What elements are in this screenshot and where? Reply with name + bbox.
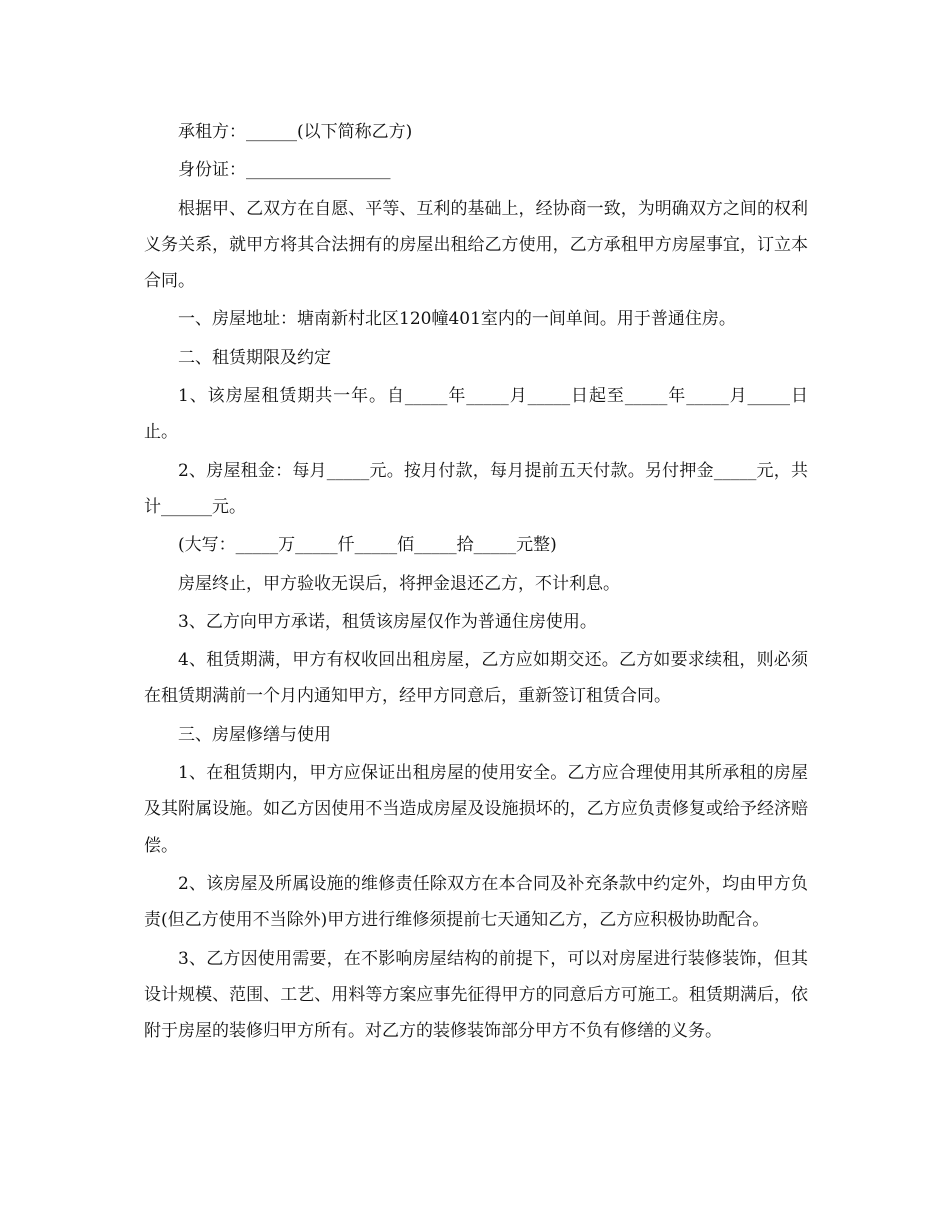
lessee-line: 承租方：______(以下简称乙方) (178, 122, 413, 142)
id-card-line: 身份证：_________________ (178, 160, 391, 181)
clause-2-2-amount-in-words: (大写：_____万_____仟_____佰_____拾_____元整) (178, 535, 557, 556)
document-body (144, 114, 808, 1051)
clause-2-1-term: 1、该房屋租赁期共一年。自_____年_____月_____日起至_____年_____月_____日止。 (144, 386, 808, 443)
clause-2-3-usage: 3、乙方向甲方承诺，租赁该房屋仅作为普通住房使用。 (178, 611, 597, 632)
clause-2-2-rent: 2、房屋租金：每月_____元。按月付款，每月提前五天付款。另付押金_____元，共计______元。 (144, 460, 808, 517)
section-2-heading: 二、租赁期限及约定 (178, 347, 331, 368)
clause-3-3-decoration: 3、乙方因使用需要，在不影响房屋结构的前提下，可以对房屋进行装修装饰，但其设计规模、范围、工艺、用料等方案应事先征得甲方的同意后方可施工。租赁期满后，依附于房屋的装修归甲方所有。对乙方的装修装饰部分甲方不负有修缮的义务。 (144, 948, 808, 1042)
clause-2-4-renewal: 4、租赁期满，甲方有权收回出租房屋，乙方应如期交还。乙方如要求续租，则必须在租赁期满前一个月内通知甲方，经甲方同意后，重新签订租赁合同。 (144, 650, 808, 707)
section-1-address: 一、房屋地址：塘南新村北区120幢401室内的一间单间。用于普通住房。 (178, 309, 736, 330)
preamble-paragraph: 根据甲、乙双方在自愿、平等、互利的基础上，经协商一致，为明确双方之间的权利义务关系，就甲方将其合法拥有的房屋出租给乙方使用，乙方承租甲方房屋事宜，订立本合同。 (144, 198, 808, 292)
deposit-refund-paragraph: 房屋终止，甲方验收无误后，将押金退还乙方，不计利息。 (178, 573, 620, 594)
section-3-heading: 三、房屋修缮与使用 (178, 724, 331, 745)
clause-3-2-maintenance: 2、该房屋及所属设施的维修责任除双方在本合同及补充条款中约定外，均由甲方负责(但乙方使用不当除外)甲方进行维修须提前七天通知乙方，乙方应积极协助配合。 (144, 873, 808, 931)
clause-3-1-safety: 1、在租赁期内，甲方应保证出租房屋的使用安全。乙方应合理使用其所承租的房屋及其附属设施。如乙方因使用不当造成房屋及设施损坏的，乙方应负责修复或给予经济赔偿。 (144, 763, 808, 856)
